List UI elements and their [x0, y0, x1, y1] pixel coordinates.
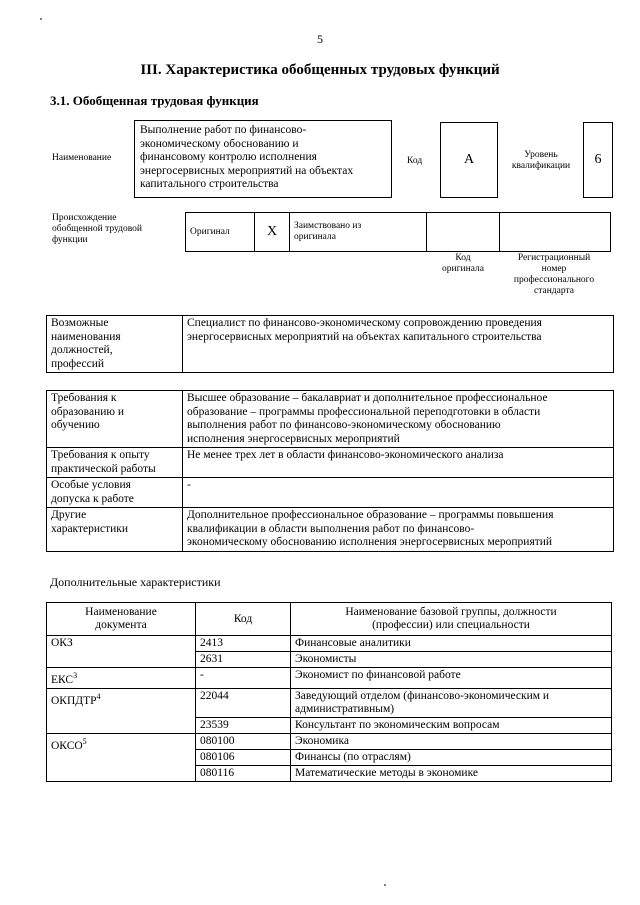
doc-name: ОКСО	[51, 739, 83, 752]
requirement-label	[47, 508, 183, 552]
origin-table	[185, 212, 611, 252]
requirement-label	[47, 391, 183, 448]
reg-number-line: стандарта	[534, 286, 574, 296]
requirement-value	[183, 448, 614, 478]
doc-cell	[47, 668, 196, 689]
header-doc-line: Наименование	[85, 606, 157, 618]
name-cell: Заведующий отделом (финансово-экономическим и административным)	[291, 688, 612, 717]
code-label: Код	[407, 156, 423, 166]
requirement-label-line: Особые условия	[51, 479, 131, 491]
name-label: Наименование	[52, 153, 112, 163]
positions-label-line: наименования	[51, 330, 121, 343]
requirement-value	[183, 508, 614, 552]
requirement-label-line: обучению	[51, 419, 100, 431]
function-name-line: финансовому контролю исполнения	[140, 151, 317, 163]
positions-value-line: энергосервисных мероприятий на объектах капитального строительства	[187, 330, 542, 343]
requirement-value-line: Не менее трех лет в области финансово-экономического анализа	[187, 449, 504, 461]
code-cell: 2413	[196, 636, 291, 652]
reg-number-label	[498, 253, 610, 297]
requirements-table	[46, 390, 614, 552]
reg-number-line: Регистрационный	[517, 253, 591, 263]
requirement-label-line: Требования к	[51, 392, 117, 404]
positions-value	[183, 316, 614, 373]
code-value: А	[463, 152, 475, 167]
header-name-line: (профессии) или специальности	[372, 619, 530, 631]
code-cell: 22044	[196, 688, 291, 717]
footnote-ref: 3	[73, 671, 78, 680]
positions-table	[46, 315, 614, 373]
additional-title: Дополнительные характеристики	[50, 575, 221, 589]
requirement-row	[47, 391, 614, 448]
requirement-label-line: допуска к работе	[51, 492, 134, 505]
requirement-label-line: Другие	[51, 509, 87, 521]
scan-speck	[40, 18, 42, 20]
footnote-ref: 4	[96, 691, 101, 701]
reg-number-line: профессионального	[513, 275, 595, 285]
header-name	[291, 603, 612, 636]
requirement-label-line: практической работы	[51, 462, 156, 475]
doc-cell	[47, 688, 196, 733]
requirement-label	[47, 478, 183, 508]
table-row	[47, 733, 612, 749]
requirement-value-line: исполнения энергосервисных мероприятий	[187, 432, 400, 445]
positions-label-line: Возможные	[51, 317, 109, 329]
requirement-value-line: образование – программы профессиональной переподготовки в области	[187, 405, 541, 418]
requirement-value-line: экономическому обоснованию исполнения энергосервисных мероприятий	[187, 536, 553, 548]
code-original-label	[428, 253, 498, 275]
code-value-box	[440, 122, 498, 198]
requirement-row	[47, 448, 614, 478]
requirement-value-line: выполнения работ по финансово-экономическому обоснованию	[187, 419, 501, 431]
code-original-line: Код	[455, 253, 471, 263]
name-cell: Экономика	[291, 733, 612, 749]
doc-cell	[47, 733, 196, 781]
requirement-label-line: образованию и	[51, 405, 124, 418]
positions-label	[47, 316, 183, 373]
doc-name: ОКЗ	[51, 637, 73, 649]
original-label: Оригинал	[186, 213, 255, 252]
level-value-box	[583, 122, 613, 198]
function-name-line: энергосервисных мероприятий на объектах	[140, 164, 354, 177]
header-doc	[47, 603, 196, 636]
doc-cell	[47, 636, 196, 668]
function-name-line: капитального строительства	[140, 178, 279, 190]
code-cell: 080106	[196, 749, 291, 765]
original-mark: Х	[266, 223, 278, 239]
requirement-value	[183, 478, 614, 508]
code-cell: -	[196, 668, 291, 689]
requirement-value-line: -	[187, 479, 191, 491]
requirement-value-line: Высшее образование – бакалавриат и дополнительное профессиональное	[187, 392, 548, 404]
function-name-line: Выполнение работ по финансово-	[140, 124, 307, 136]
code-cell: 080116	[196, 765, 291, 781]
doc-name: ОКПДТР	[51, 694, 97, 707]
name-cell: Математические методы в экономике	[291, 765, 612, 781]
requirement-value	[183, 391, 614, 448]
subsection-title: 3.1. Обобщенная трудовая функция	[50, 93, 259, 108]
header-code: Код	[196, 603, 291, 636]
origin-label-line: функции	[52, 235, 88, 245]
table-row	[47, 636, 612, 652]
reg-number-cell	[500, 213, 611, 252]
code-original-line: оригинала	[442, 264, 484, 274]
positions-label-line: профессий	[51, 357, 105, 370]
name-cell: Финансы (по отраслям)	[291, 749, 612, 765]
code-cell: 2631	[196, 652, 291, 668]
requirement-value-line: квалификации в области выполнения работ по финансово-	[187, 522, 475, 535]
scan-speck	[384, 884, 386, 886]
table-row	[47, 688, 612, 717]
borrowed-label-line: Заимствовано из	[294, 221, 362, 231]
doc-name: ЕКС	[51, 673, 74, 686]
requirement-row	[47, 508, 614, 552]
origin-label-line: обобщенной трудовой	[52, 224, 142, 234]
origin-label-line: Происхождение	[52, 213, 117, 223]
header-doc-line: документа	[95, 619, 147, 631]
name-cell: Финансовые аналитики	[291, 636, 612, 652]
positions-value-line: Специалист по финансово-экономическому сопровождению проведения	[187, 317, 542, 329]
table-row	[47, 668, 612, 689]
additional-table	[46, 602, 612, 782]
page-number: 5	[317, 32, 323, 46]
requirement-label	[47, 448, 183, 478]
name-cell: Экономисты	[291, 652, 612, 668]
borrowed-label	[290, 213, 427, 252]
code-cell: 23539	[196, 717, 291, 733]
requirement-row	[47, 478, 614, 508]
name-cell: Консультант по экономическим вопросам	[291, 717, 612, 733]
code-original-cell	[427, 213, 500, 252]
requirement-value-line: Дополнительное профессиональное образование – программы повышения	[187, 509, 554, 521]
positions-label-line: должностей,	[51, 344, 113, 356]
level-label-line: квалификации	[511, 161, 571, 171]
original-mark-cell	[255, 213, 290, 252]
function-name-box	[134, 120, 392, 198]
code-cell: 080100	[196, 733, 291, 749]
name-cell: Экономист по финансовой работе	[291, 668, 612, 689]
section-title: III. Характеристика обобщенных трудовых функций	[140, 62, 500, 78]
additional-header-row	[47, 603, 612, 636]
level-label	[506, 150, 576, 172]
reg-number-line: номер	[541, 264, 567, 274]
function-name-line: экономическому обоснованию и	[140, 137, 299, 150]
requirement-label-line: Требования к опыту	[51, 449, 150, 461]
level-value: 6	[594, 152, 602, 167]
footnote-ref: 5	[82, 736, 87, 746]
level-label-line: Уровень	[524, 150, 558, 160]
header-name-line: Наименование базовой группы, должности	[345, 606, 557, 618]
borrowed-label-line: оригинала	[294, 232, 336, 242]
requirement-label-line: характеристики	[51, 522, 129, 535]
origin-label	[52, 213, 142, 246]
